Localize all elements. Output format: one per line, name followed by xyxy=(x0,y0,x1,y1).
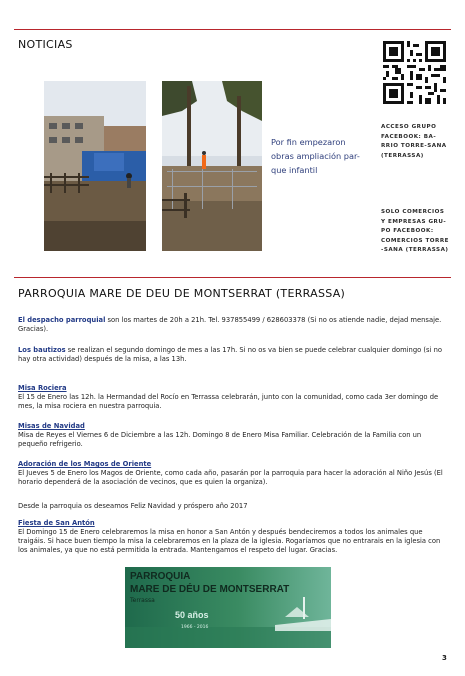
feliz-navidad-line xyxy=(18,502,450,511)
section-rule-top xyxy=(14,29,451,30)
despacho-paragraph xyxy=(18,316,450,334)
misas-navidad-block xyxy=(18,422,450,449)
commerce-group-notice xyxy=(381,208,449,256)
section-rule-middle xyxy=(14,277,451,278)
san-anton-text: El Domingo 15 de Enero celebraremos la misa en honor a San Antón y después bendeciremos a todos los animales que traigáis. Si hace buen tiempo la misa la celebraremos en la plaza de la iglesia. Rogaríamos que no entrarais en la iglesia con los animales, ya que no está permitida la entrada. Mantengamos el respeto del lugar. Gracias. xyxy=(18,528,441,555)
notice-line: PO FACEBOOK: xyxy=(381,228,434,235)
misas-navidad-title: Misas de Navidad xyxy=(18,422,85,430)
bautizos-text: se realizan el segundo domingo de mes a las 17h. Si no os va bien se puede celebrar cualquier domingo (si no hay otra actividad) después de la misa, a las 13h. xyxy=(18,346,442,364)
despacho-lead: El despacho parroquial xyxy=(18,316,106,324)
san-anton-title: Fiesta de San Antón xyxy=(18,519,95,527)
photo-park-construction-1 xyxy=(44,81,146,251)
facebook-group-notice xyxy=(381,123,449,161)
bautizos-paragraph xyxy=(18,346,450,364)
page-number: 3 xyxy=(442,654,447,662)
photo-park-construction-2 xyxy=(162,81,262,251)
banner-years: 1966 - 2016 xyxy=(181,625,209,630)
despacho-text: son los martes de 20h a 21h. Tel. 937855499 / 628603378 (Si no os atiende nadie, dejad mensaje. Gracias). xyxy=(18,316,442,334)
banner-anniversary: 50 años xyxy=(175,610,209,620)
notice-line: SOLO COMERCIOS xyxy=(381,209,445,215)
caption-line: obras ampliación par- xyxy=(271,151,360,161)
misa-rociera-block xyxy=(18,384,450,411)
qr-code[interactable] xyxy=(383,41,446,104)
feliz-navidad-text: Desde la parroquia os deseamos Feliz Navidad y próspero año 2017 xyxy=(18,502,248,510)
notice-line: FACEBOOK: BA- xyxy=(381,133,437,140)
san-anton-block xyxy=(18,519,450,555)
notice-line: (TERRASSA) xyxy=(381,152,424,159)
notice-line: ACCESO GRUPO xyxy=(381,124,437,130)
magos-title: Adoración de los Magos de Oriente xyxy=(18,460,152,468)
banner-city: Terrassa xyxy=(130,597,155,604)
misa-rociera-title: Misa Rociera xyxy=(18,384,67,392)
caption-line: que infantil xyxy=(271,165,318,175)
caption-line: Por fin empezaron xyxy=(271,137,346,147)
section-title-noticias: NOTICIAS xyxy=(18,38,73,51)
banner-parroquia: PARROQUIA xyxy=(130,571,191,582)
magos-text: El Jueves 5 de Enero los Magos de Oriente, como cada año, pasarán por la parroquia para hacer la adoración al Niño Jesús (El horario dependerá de la asociación de vecinos, que es quien la organiza). xyxy=(18,469,443,487)
notice-line: RRIO TORRE-SANA xyxy=(381,143,447,150)
misas-navidad-text: Misa de Reyes el Viernes 6 de Diciembre a las 12h. Domingo 8 de Enero Misa Familiar. Celebración de la Familia con un pequeño refrigerio. xyxy=(18,431,422,449)
section-title-parroquia: PARROQUIA MARE DE DEU DE MONTSERRAT (TERRASSA) xyxy=(18,287,346,300)
misa-rociera-text: El 15 de Enero las 12h. la Hermandad del Rocío en Terrassa celebrarán, junto con la comunidad, como cada 3er domingo de mes, la misa rociera en nuestra parroquia. xyxy=(18,393,439,411)
photo-caption xyxy=(271,135,360,177)
notice-line: COMERCIOS TORRE xyxy=(381,237,449,244)
notice-line: -SANA (TERRASSA) xyxy=(381,247,449,254)
notice-line: Y EMPRESAS GRU- xyxy=(381,218,447,225)
bautizos-lead: Los bautizos xyxy=(18,346,66,354)
parish-anniversary-banner xyxy=(125,567,331,648)
magos-block xyxy=(18,460,450,487)
banner-parish-name: MARE DE DÉU DE MONTSERRAT xyxy=(130,584,290,595)
